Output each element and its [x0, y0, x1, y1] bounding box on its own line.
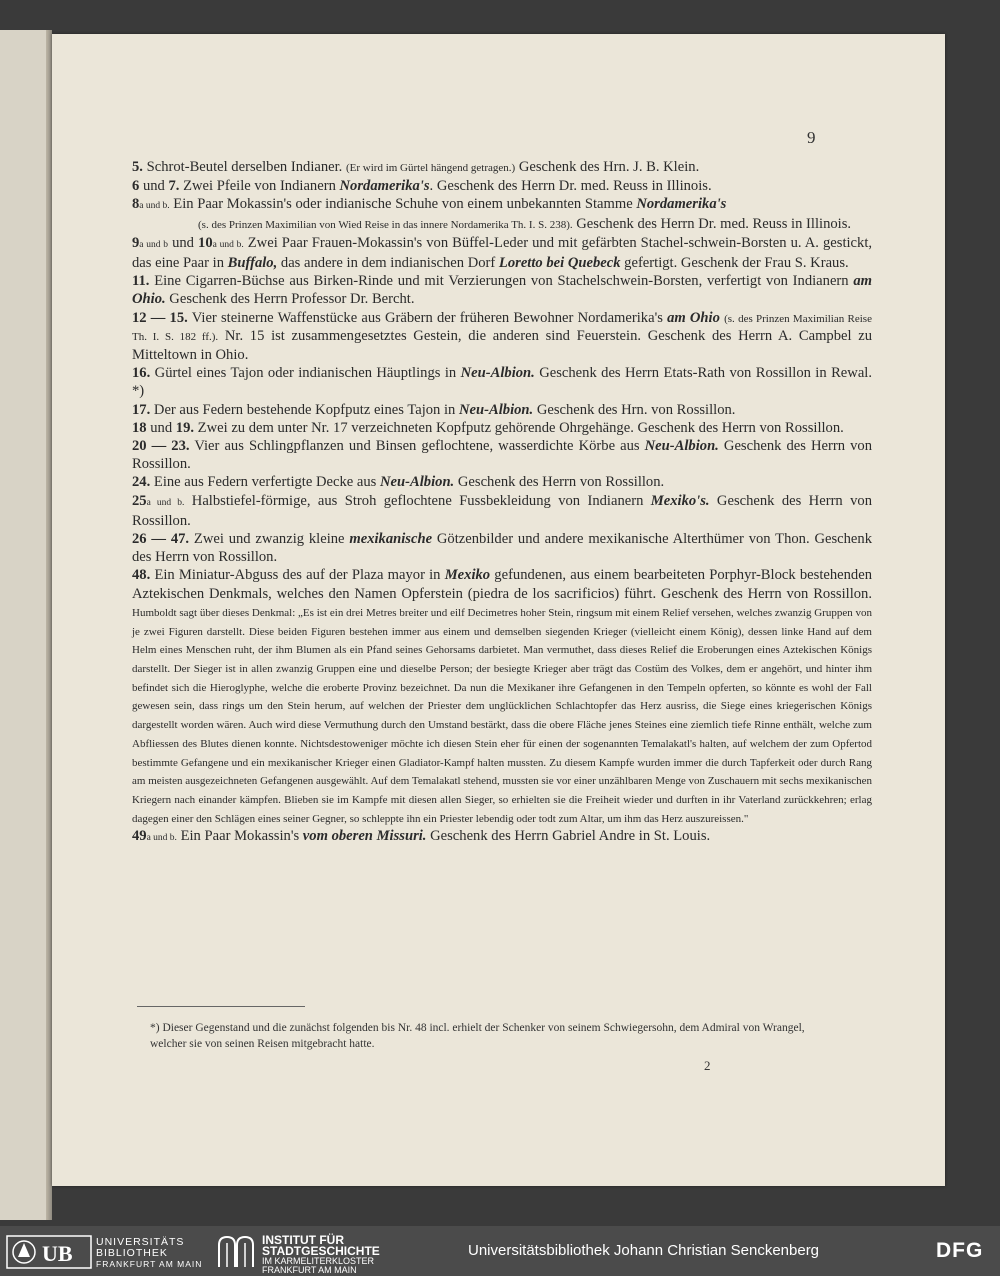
- entry-11: 11. Eine Cigarren-Büchse aus Birken-Rinde und mit Verzierungen von Stachelschwein-Borsten, verfertigt von Indianern am Ohio. Geschenk des Herrn Professor Dr. Bercht.: [132, 273, 872, 308]
- entry-49: 49a und b. Ein Paar Mokassin's vom oberen Missuri. Geschenk des Herrn Gabriel Andre in St. Louis.: [132, 828, 711, 845]
- entry-17: 17. Der aus Federn bestehende Kopfputz eines Tajon in Neu-Albion. Geschenk des Hrn. von Rossillon.: [132, 401, 736, 418]
- entry-16: 16. Gürtel eines Tajon oder indianischen Häuptlings in Neu-Albion. Geschenk des Herrn Etats-Rath von Rossillon in Rewal. *): [132, 365, 872, 400]
- library-title[interactable]: Universitätsbibliothek Johann Christian Senckenberg: [468, 1242, 820, 1259]
- signature-mark: 2: [704, 1058, 711, 1073]
- entry-24: 24. Eine aus Federn verfertigte Decke aus Neu-Albion. Geschenk des Herrn von Rossillon.: [132, 474, 665, 491]
- ub-logo-icon[interactable]: [6, 1235, 92, 1269]
- isg-logo-icon[interactable]: [215, 1235, 257, 1269]
- ub-name: UNIVERSITÄTS BIBLIOTHEK FRANKFURT AM MAIN: [96, 1236, 203, 1269]
- entry-48: 48. Ein Miniatur-Abguss des auf der Plaza mayor in Mexiko gefundenen, aus einem bearbeiteten Porphyr-Block bestehenden Aztekischen Denkmals, welches den Namen Opferstein (piedra de los sacrificios) führt. Geschenk des Herrn von Rossillon. Humboldt sagt über dieses Denkmal: „Es ist ein drei Metres breiter und eilf Decimetres hoher Stein, ringsum mit einem Relief versehen, welches zwanzig Gruppen von je zwei Figuren darstellt. Diese beiden Figuren bestehen immer aus einem und demselben siegenden Krieger (vielleicht einem König), dessen linke Hand auf dem Helm eines Menschen ruht, der ihm Blumen als ein Pfand seines Gehorsams darbietet. Man vermuthet, dass dieses Relief die Eroberungen eines Aztekischen Königs darstellt. Der Sieger ist in allen zwanzig Gruppen eine und dieselbe Person; der besiegte Krieger aber trägt das Costüm des Volkes, dem er angehört, und hinter ihm befindet sich die Hieroglyphe, welche die eroberte Provinz bezeichnet. Da nun die Mexikaner ihre Gefangenen in den Tempeln opferten, so könnte es wohl der Fall gewesen sein, dass rings um den Stein herum, auf welchen der Priester dem unglücklichen Schlachtopfer das Herz ausriss, die Siege eines kriegerischen Königs dargestellt worden wären. Auch wird diese Vermuthung durch den Umstand bestärkt, dass die obere Fläche jenes Steines eine ziemlich tiefe Rinne enthält, welche zum Abfliessen des Blutes dienen konnte. Nichtsdestoweniger möchte ich diesen Stein eher für einen der sogenannten Temalakatl's halten, auf welchem der zum Opfertod bestimmte Gefangene und ein mexikanischer Krieger einen Gladiator-Kampf halten mussten. Zu diesem Kampfe wurden immer die durch Tapferkeit oder durch Rang am meisten ausgezeichneten Gefangenen ausgewählt. Auf dem Temalakatl stehend, mussten sie vor einer unzählbaren Menge von Zuschauern mit sechs mexikanischen Kriegern nach einander kämpfen. Blieben sie im Kampfe mit diesen allen Sieger, so erhielten sie die Freiheit wieder und durften in ihr Vaterland zurückkehren; erlag dagegen einer den Schlägen eines seiner Gegner, so schleppte ihn ein Priester lebendig oder todt zum Altar, um ihm das Herz auszureissen.": [132, 567, 872, 825]
- entry-list: [132, 158, 872, 848]
- page-number: 9: [807, 128, 816, 147]
- dfg-logo[interactable]: DFG: [936, 1239, 984, 1262]
- entry-25: 25a und b. Halbstiefel-förmige, aus Stroh geflochtene Fussbekleidung von Indianern Mexiko's. Geschenk des Herrn von Rossillon.: [132, 492, 872, 529]
- entry-9-10: 9a und b und 10a und b. Zwei Paar Frauen-Mokassin's von Büffel-Leder und mit gefärbten Stachel-schwein-Borsten u. A. gestickt, das eine Paar in Buffalo, das andere in dem indianischen Dorf Loretto bei Quebeck gefertigt. Geschenk der Frau S. Kraus.: [132, 234, 873, 272]
- document-page: [52, 34, 945, 1186]
- entry-5: 5. Schrot-Beutel derselben Indianer. (Er wird im Gürtel hängend getragen.) Geschenk des Hrn. J. B. Klein.: [132, 159, 700, 175]
- footnote: *) Dieser Gegenstand und die zunächst folgenden bis Nr. 48 incl. erhielt der Schenker von seinem Schwiegersohn, dem Admiral von Wrangel, welcher sie von seinen Reisen mitgebracht hatte.: [150, 1022, 805, 1050]
- entry-18-19: 18 und 19. Zwei zu dem unter Nr. 17 verzeichneten Kopfputz gehörende Ohrgehänge. Geschenk des Herrn von Rossillon.: [132, 419, 844, 436]
- entry-8: 8a und b. Ein Paar Mokassin's oder indianische Schuhe von einem unbekannten Stamme Nordamerika's (s. des Prinzen Maximilian von Wied Reise in das innere Nordamerika Th. I. S. 238). Geschenk des Herrn Dr. med. Reuss in Illinois.: [132, 195, 852, 233]
- entry-26-47: 26 — 47. Zwei und zwanzig kleine mexikanische Götzenbilder und andere mexikanische Alterthümer von Thon. Geschenk des Herrn von Rossillon.: [132, 531, 872, 566]
- footnote-separator: [137, 1006, 305, 1007]
- left-page-edge: [0, 30, 52, 1220]
- footer-bar: [0, 1226, 1000, 1276]
- ub-abbrev: UB: [42, 1241, 73, 1266]
- entry-12-15: 12 — 15. Vier steinerne Waffenstücke aus Gräbern der früheren Bewohner Nordamerika's am Ohio (s. des Prinzen Maximilian Reise Th. I. S. 182 ff.). Nr. 15 ist zusammengesetztes Gestein, die anderen sind Feuerstein. Geschenk des Herrn A. Campbel zu Mitteltown in Ohio.: [132, 309, 873, 364]
- entry-20-23: 20 — 23. Vier aus Schlingpflanzen und Binsen geflochtene, wasserdichte Körbe aus Neu-Albion. Geschenk des Herrn von Rossillon.: [132, 438, 872, 473]
- entry-6-7: 6 und 7. Zwei Pfeile von Indianern Nordamerika's. Geschenk des Herrn Dr. med. Reuss in Illinois.: [132, 177, 712, 194]
- isg-name: INSTITUT FÜR STADTGESCHICHTE IM KARMELITERKLOSTER FRANKFURT AM MAIN: [262, 1233, 380, 1275]
